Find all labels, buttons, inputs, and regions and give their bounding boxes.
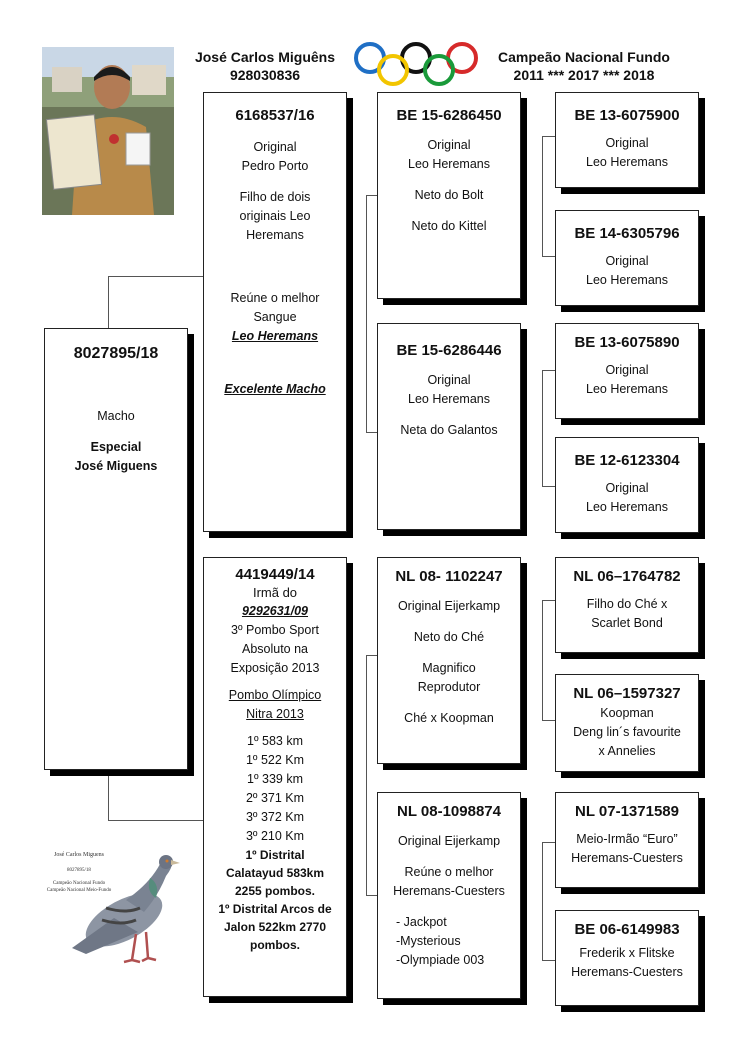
- card-line: Leo Heremans: [586, 500, 668, 514]
- dam-result: 1º 583 km: [247, 734, 303, 748]
- subject-sex: Macho: [97, 409, 135, 423]
- card-line: Original: [605, 136, 649, 150]
- dam-line: Pombo Olímpico: [228, 688, 322, 702]
- dam-line: 1º Distrital Arcos de: [218, 902, 332, 916]
- dam-line: Absoluto na: [241, 642, 309, 656]
- card-line: Ché x Koopman: [404, 711, 494, 725]
- card-ring: NL 07-1371589: [575, 803, 679, 820]
- subject-line1: Especial: [90, 440, 142, 454]
- dam-line: Irmã do: [252, 585, 298, 600]
- dam-ring: 4419449/14: [235, 566, 315, 583]
- card-line: Scarlet Bond: [591, 616, 663, 630]
- sire-ring: 6168537/16: [235, 107, 315, 124]
- connector-line: [542, 960, 555, 961]
- sire-line: originais Leo: [239, 209, 311, 223]
- title-block: [494, 48, 674, 84]
- card-line: Leo Heremans: [586, 382, 668, 396]
- card-line: Heremans-Cuesters: [393, 884, 505, 898]
- dam-result: 3º 372 Km: [245, 810, 305, 824]
- connector-line: [542, 842, 543, 960]
- granddam-maternal-card: [377, 792, 521, 999]
- subject-card: [44, 328, 188, 770]
- dam-line: Calatayud 583km: [225, 866, 325, 880]
- olympic-rings-logo: [346, 42, 490, 86]
- dam-line: Exposição 2013: [230, 661, 320, 675]
- card-line: Original Eijerkamp: [397, 834, 501, 848]
- connector-line: [366, 432, 377, 433]
- dam-line: 3º Pombo Sport: [231, 623, 319, 637]
- card-line: -Olympiade 003: [396, 953, 485, 967]
- pigeon-image: [66, 848, 182, 968]
- ggp-card: [555, 92, 699, 188]
- owner-phone: 928030836: [229, 67, 301, 83]
- connector-line: [542, 136, 543, 256]
- ggp-card: [555, 792, 699, 888]
- card-line: Magnifico: [422, 661, 476, 675]
- card-line: Frederik x Flitske: [579, 946, 675, 960]
- connector-line: [542, 256, 555, 257]
- card-line: Original: [427, 138, 471, 152]
- card-ring: BE 13-6075890: [574, 334, 680, 351]
- dam-result: 2º 371 Km: [245, 791, 305, 805]
- card-ring: BE 15-6286446: [396, 342, 502, 359]
- connector-line: [542, 600, 543, 720]
- card-ring: BE 12-6123304: [574, 452, 680, 469]
- dam-line: 1º Distrital: [245, 848, 305, 862]
- sire-line: Leo Heremans: [231, 329, 319, 343]
- dam-line: 9292631/09: [241, 604, 309, 618]
- connector-line: [108, 820, 203, 821]
- connector-line: [542, 136, 555, 137]
- connector-line: [108, 276, 203, 277]
- dam-line: Jalon 522km 2770: [223, 920, 327, 934]
- ggp-card: [555, 674, 699, 772]
- pigeon-caption-title2: Campeão Nacional Meio-Fundo: [46, 888, 112, 893]
- card-ring: NL 08- 1102247: [395, 568, 503, 585]
- connector-line: [366, 655, 367, 895]
- ggp-card: [555, 323, 699, 419]
- sire-line: Sangue: [253, 310, 297, 324]
- card-line: Reúne o melhor: [404, 865, 494, 879]
- ggp-card: [555, 910, 699, 1006]
- dam-result: 1º 522 Km: [245, 753, 305, 767]
- card-line: Heremans-Cuesters: [571, 851, 683, 865]
- pigeon-caption-title1: Campeão Nacional Fundo: [52, 881, 106, 886]
- card-line: Meio-Irmão “Euro”: [576, 832, 678, 846]
- page-title: Campeão Nacional Fundo: [498, 49, 670, 65]
- dam-card: [203, 557, 347, 997]
- card-line: Neta do Galantos: [400, 423, 498, 437]
- sire-line: Pedro Porto: [241, 159, 309, 173]
- card-line: Neto do Kittel: [411, 219, 487, 233]
- connector-line: [542, 370, 555, 371]
- owner-name: José Carlos Miguêns: [194, 49, 336, 65]
- card-line: Original: [605, 363, 649, 377]
- connector-line: [366, 195, 377, 196]
- card-line: Original Eijerkamp: [397, 599, 501, 613]
- card-line: Neto do Bolt: [414, 188, 484, 202]
- card-line: Neto do Ché: [413, 630, 485, 644]
- connector-line: [542, 370, 543, 486]
- subject-ring: 8027895/18: [73, 345, 159, 362]
- card-line: - Jackpot: [396, 915, 447, 929]
- connector-line: [542, 842, 555, 843]
- grandsire-maternal-card: [377, 557, 521, 764]
- dam-result: 3º 210 Km: [245, 829, 305, 843]
- connector-line: [542, 600, 555, 601]
- dam-line: Nitra 2013: [246, 707, 304, 721]
- card-line: Koopman: [600, 706, 654, 720]
- ggp-card: [555, 437, 699, 533]
- dam-result: 1º 339 km: [247, 772, 303, 786]
- connector-line: [542, 486, 555, 487]
- connector-line: [366, 655, 377, 656]
- card-line: Filho do Ché x: [586, 597, 668, 611]
- card-line: -Mysterious: [396, 934, 461, 948]
- card-line: Original: [605, 481, 649, 495]
- connector-line: [366, 195, 367, 432]
- sire-line: Original: [253, 140, 297, 154]
- title-years: 2011 *** 2017 *** 2018: [513, 67, 655, 83]
- card-ring: NL 06–1597327: [573, 685, 681, 702]
- connector-line: [542, 720, 555, 721]
- card-line: Original: [427, 373, 471, 387]
- card-line: Leo Heremans: [586, 273, 668, 287]
- grandsire-paternal-card: [377, 92, 521, 299]
- card-line: Original: [605, 254, 649, 268]
- card-line: Heremans-Cuesters: [571, 965, 683, 979]
- card-ring: BE 14-6305796: [574, 225, 680, 242]
- owner-photo: [42, 47, 174, 215]
- sire-line: Reúne o melhor: [230, 291, 320, 305]
- sire-line: Filho de dois: [239, 190, 311, 204]
- connector-line: [108, 276, 109, 328]
- card-line: Leo Heremans: [586, 155, 668, 169]
- subject-line2: José Miguens: [74, 459, 158, 473]
- card-line: x Annelies: [598, 744, 656, 758]
- ggp-card: [555, 557, 699, 653]
- sire-line: Heremans: [246, 228, 304, 242]
- sire-card: [203, 92, 347, 532]
- owner-block: [190, 48, 340, 84]
- card-ring: BE 15-6286450: [396, 107, 502, 124]
- dam-line: pombos.: [250, 938, 300, 952]
- card-ring: NL 06–1764782: [573, 568, 681, 585]
- ggp-card: [555, 210, 699, 306]
- pigeon-caption-ring: 8027895/18: [67, 868, 91, 873]
- card-line: Leo Heremans: [408, 392, 490, 406]
- connector-line: [108, 770, 109, 820]
- connector-line: [366, 895, 377, 896]
- card-line: Deng lin´s favourite: [573, 725, 681, 739]
- sire-line: Excelente Macho: [224, 382, 326, 396]
- card-ring: BE 06-6149983: [574, 921, 680, 938]
- card-line: Reprodutor: [417, 680, 481, 694]
- granddam-paternal-card: [377, 323, 521, 530]
- card-line: Leo Heremans: [408, 157, 490, 171]
- card-ring: NL 08-1098874: [397, 803, 501, 820]
- dam-line: 2255 pombos.: [234, 884, 316, 898]
- card-ring: BE 13-6075900: [574, 107, 680, 124]
- pigeon-caption-name: José Carlos Miguens: [54, 852, 104, 858]
